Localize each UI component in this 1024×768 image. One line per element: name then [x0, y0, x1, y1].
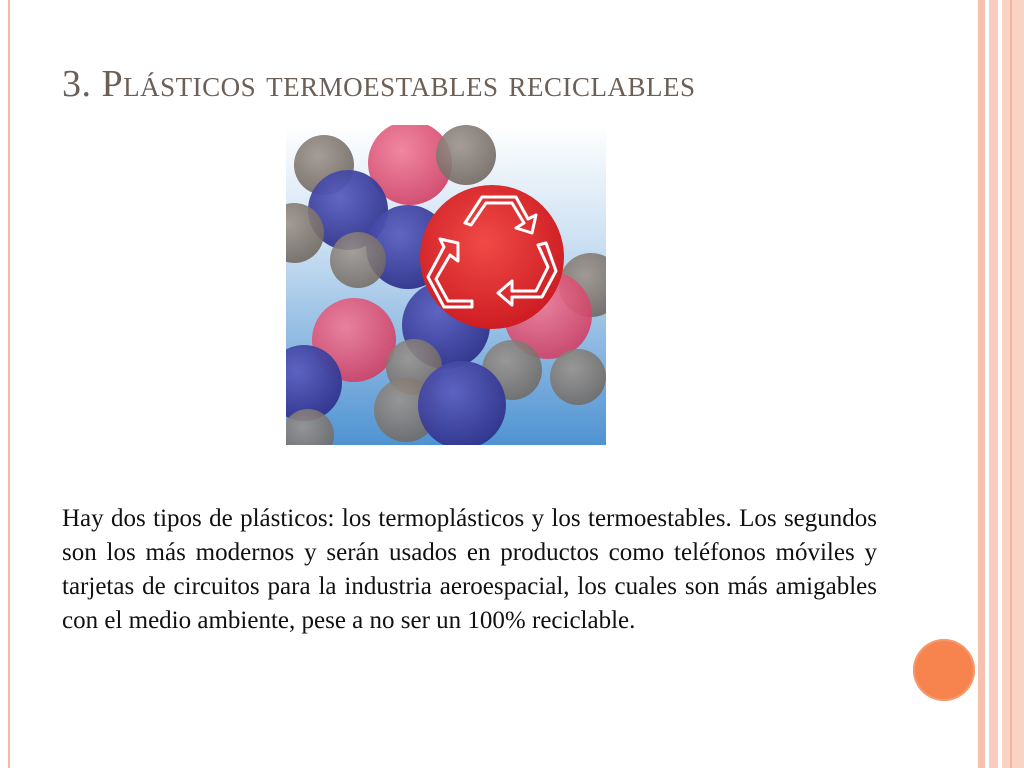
slide-body-paragraph: Hay dos tipos de plásticos: los termoplásticos y los termoestables. Los segundos son los más modernos y serán usados en productos como teléfonos móviles y tarjetas de circuitos para la industria aeroespacial, los cuales son más amigables con el medio ambiente, pese a no ser un 100% reciclable. [62, 505, 877, 634]
slide-title: 3. Plásticos termoestables reciclables [62, 63, 696, 105]
right-decor-line [1010, 0, 1012, 768]
right-decor-stripe [1002, 0, 1024, 768]
right-decor-stripe [989, 0, 998, 768]
right-decor-stripe [978, 0, 985, 768]
decorative-orange-circle [913, 639, 975, 701]
recycling-molecules-image [286, 125, 606, 445]
left-border-line [8, 0, 10, 768]
